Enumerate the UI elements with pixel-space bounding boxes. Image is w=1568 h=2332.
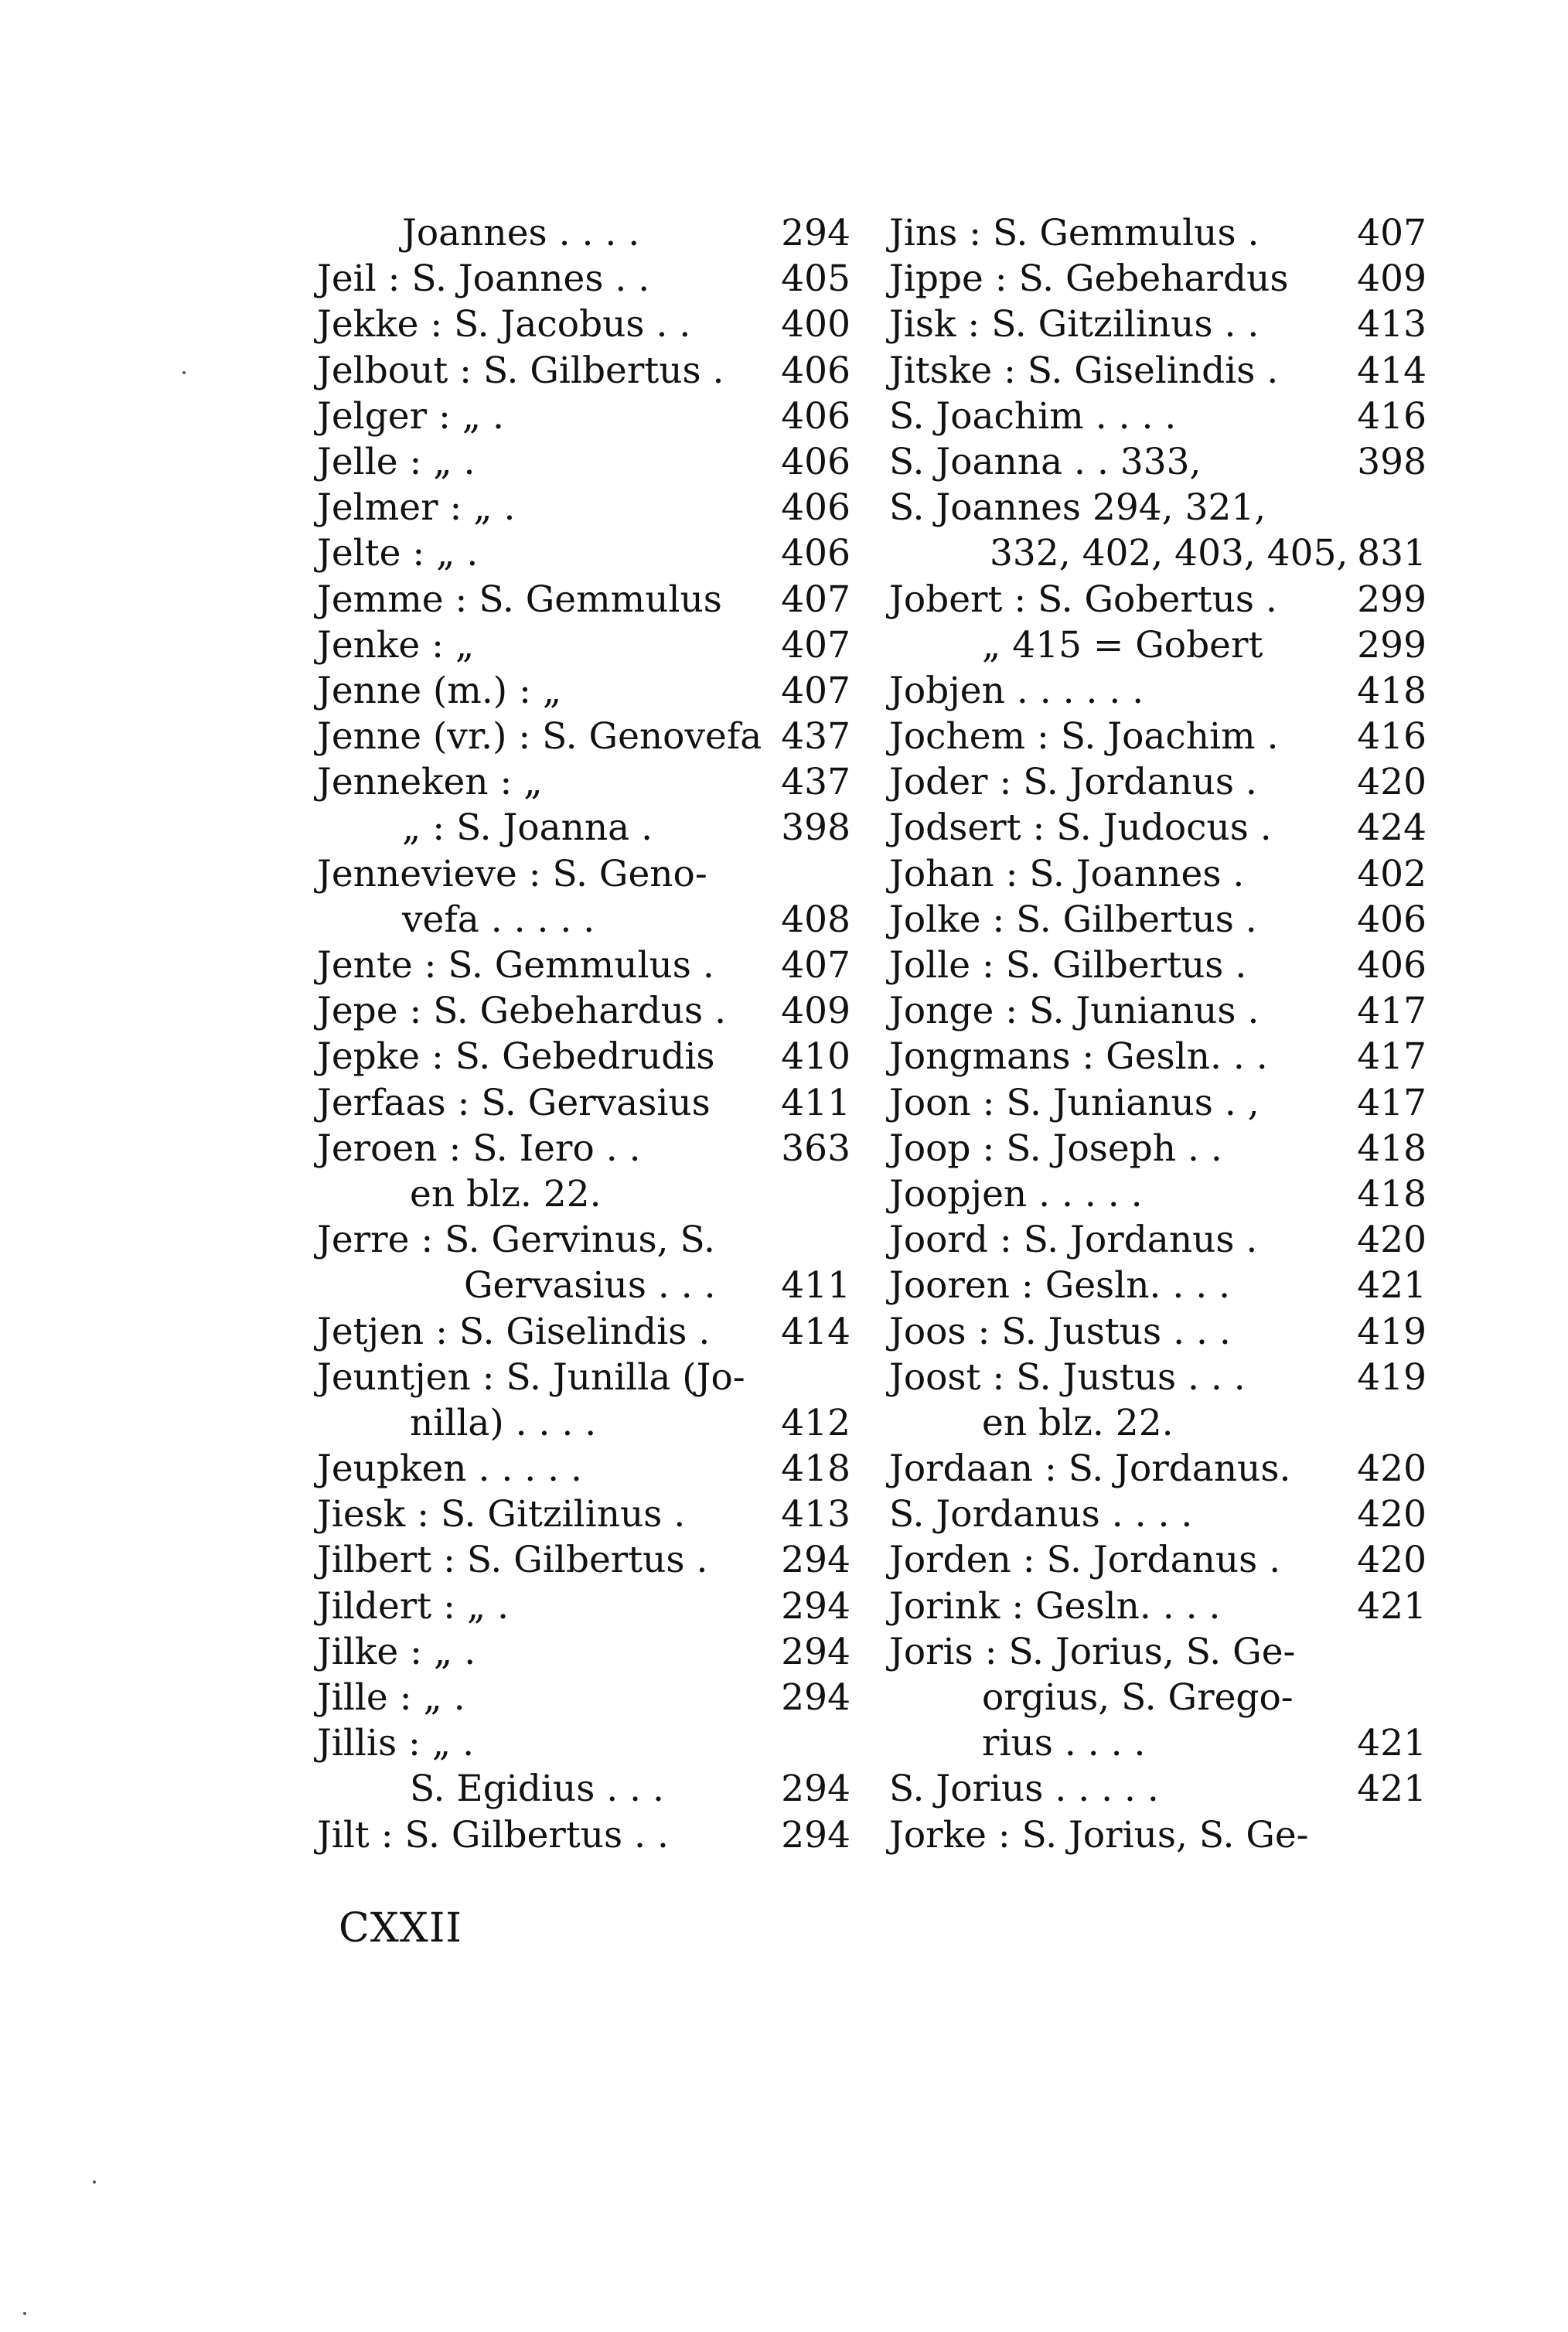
right-index-entry xyxy=(889,1080,1427,1126)
left-index-entry xyxy=(317,1492,850,1537)
right-index-entry xyxy=(889,1675,1427,1720)
entry-text: en blz. 22. xyxy=(410,1172,602,1215)
left-index-entry xyxy=(317,1080,850,1126)
right-index-entry xyxy=(889,759,1427,805)
entry-text: Jolke : S. Gilbertus . xyxy=(889,898,1257,941)
right-index-entry xyxy=(889,1309,1427,1355)
right-index-entry xyxy=(889,988,1427,1034)
right-index-entry xyxy=(889,1766,1427,1812)
entry-page-number: 406 xyxy=(781,349,850,392)
entry-page-number: 407 xyxy=(781,944,850,987)
entry-page-number: 406 xyxy=(781,532,850,575)
entry-page-number: 420 xyxy=(1357,1539,1427,1582)
entry-page-number: 410 xyxy=(781,1035,850,1079)
entry-text: Joon : S. Junianus . , xyxy=(889,1081,1260,1124)
left-index-entry xyxy=(317,302,850,347)
entry-page-number: 406 xyxy=(1357,944,1427,987)
right-index-entry xyxy=(889,348,1427,394)
entry-text: Jenne (m.) : „ xyxy=(317,669,562,712)
entry-text: Jelmer : „ . xyxy=(317,486,516,530)
right-index-entry xyxy=(889,851,1427,897)
right-index-entry xyxy=(889,210,1427,256)
entry-page-number: 406 xyxy=(781,394,850,438)
entry-text: Joost : S. Justus . . . xyxy=(889,1355,1246,1399)
right-index-entry xyxy=(889,302,1427,347)
entry-text: „ : S. Joanna . xyxy=(402,806,653,850)
entry-page-number: 416 xyxy=(1357,715,1427,759)
entry-text: Jooren : Gesln. . . . xyxy=(889,1264,1231,1307)
right-index-entry xyxy=(889,714,1427,759)
paper-speck xyxy=(23,2312,26,2315)
entry-text: Joos : S. Justus . . . xyxy=(889,1310,1231,1353)
entry-text: S. Joannes 294, 321, xyxy=(889,486,1266,530)
entry-page-number: 400 xyxy=(781,303,850,346)
entry-page-number: 398 xyxy=(781,806,850,850)
right-index-entry xyxy=(889,485,1427,530)
entry-page-number: 294 xyxy=(781,1630,850,1673)
left-index-entry xyxy=(317,439,850,485)
entry-text: Jillis : „ . xyxy=(317,1722,475,1765)
entry-page-number: 414 xyxy=(1357,349,1427,392)
entry-page-number: 437 xyxy=(781,715,850,759)
left-index-entry xyxy=(317,210,850,256)
entry-text: Jodsert : S. Judocus . xyxy=(889,806,1272,850)
entry-page-number: 418 xyxy=(781,1447,850,1491)
right-index-entry xyxy=(889,1629,1427,1675)
entry-text: Jongmans : Gesln. . . xyxy=(889,1035,1268,1079)
entry-text: Johan : S. Joannes . xyxy=(889,852,1245,895)
right-index-entry xyxy=(889,439,1427,485)
right-index-entry xyxy=(889,1446,1427,1492)
right-index-entry xyxy=(889,256,1427,302)
entry-text: S. Joanna . . 333, xyxy=(889,440,1202,483)
entry-text: Jolle : S. Gilbertus . xyxy=(889,944,1247,987)
right-index-entry xyxy=(889,1171,1427,1217)
entry-text: Joder : S. Jordanus . xyxy=(889,761,1257,804)
left-index-entry xyxy=(317,1766,850,1812)
left-index-entry xyxy=(317,1629,850,1675)
paper-speck xyxy=(93,2180,96,2184)
right-index-entry xyxy=(889,1812,1427,1858)
left-index-entry xyxy=(317,805,850,851)
entry-text: Jorink : Gesln. . . . xyxy=(889,1584,1221,1628)
entry-text: rius . . . . xyxy=(982,1722,1146,1765)
right-index-entry xyxy=(889,1355,1427,1400)
entry-text: Jiesk : S. Gitzilinus . xyxy=(317,1493,686,1536)
right-index-entry xyxy=(889,1034,1427,1079)
entry-text: Jippe : S. Gebehardus xyxy=(889,257,1289,301)
entry-text: Jilt : S. Gilbertus . . xyxy=(317,1813,669,1856)
entry-text: Jonge : S. Junianus . xyxy=(889,990,1260,1033)
right-index-entry xyxy=(889,1720,1427,1766)
entry-page-number: 299 xyxy=(1357,623,1427,667)
entry-text: Jenne (vr.) : S. Genovefa xyxy=(317,715,762,759)
entry-text: Gervasius . . . xyxy=(464,1264,716,1307)
right-index-entry xyxy=(889,1126,1427,1171)
entry-page-number: 437 xyxy=(781,761,850,804)
left-index-entry xyxy=(317,988,850,1034)
right-index-entry xyxy=(889,1537,1427,1583)
left-index-entry xyxy=(317,1584,850,1629)
left-index-entry xyxy=(317,577,850,622)
entry-page-number: 420 xyxy=(1357,1447,1427,1491)
entry-text: S. Jordanus . . . . xyxy=(889,1493,1193,1536)
entry-page-number: 420 xyxy=(1357,761,1427,804)
entry-page-number: 294 xyxy=(781,1813,850,1856)
entry-text: Jennevieve : S. Geno- xyxy=(317,852,707,895)
entry-text: Jins : S. Gemmulus . xyxy=(889,212,1260,254)
entry-page-number: 406 xyxy=(1357,898,1427,941)
entry-text: Jelle : „ . xyxy=(317,440,476,483)
left-index-entry xyxy=(317,394,850,439)
entry-text: Joannes . . . . xyxy=(402,212,640,254)
entry-page-number: 421 xyxy=(1357,1264,1427,1307)
index-column-right xyxy=(889,210,1427,1858)
entry-text: Jordaan : S. Jordanus. xyxy=(889,1447,1291,1491)
right-index-entry xyxy=(889,622,1427,668)
entry-text: Jenneken : „ xyxy=(317,761,543,804)
entry-page-number: 417 xyxy=(1357,990,1427,1033)
entry-text: Jente : S. Gemmulus . xyxy=(317,944,714,987)
entry-page-number: 419 xyxy=(1357,1310,1427,1353)
entry-text: en blz. 22. xyxy=(982,1401,1174,1444)
left-index-entry xyxy=(317,622,850,668)
entry-text: Jobjen . . . . . . xyxy=(889,669,1144,712)
entry-page-number: 407 xyxy=(781,623,850,667)
entry-text: nilla) . . . . xyxy=(410,1401,597,1444)
entry-text: S. Egidius . . . xyxy=(410,1768,664,1811)
entry-page-number: 294 xyxy=(781,212,850,254)
entry-text: Jobert : S. Gobertus . xyxy=(889,578,1277,621)
right-index-entry xyxy=(889,1584,1427,1629)
entry-text: Jerre : S. Gervinus, S. xyxy=(317,1219,715,1262)
entry-page-number: 405 xyxy=(781,257,850,301)
entry-text: Jille : „ . xyxy=(317,1676,465,1719)
entry-page-number: 406 xyxy=(781,440,850,483)
entry-page-number: 831 xyxy=(1357,532,1427,575)
entry-page-number: 417 xyxy=(1357,1081,1427,1124)
entry-text: „ 415 = Gobert xyxy=(982,623,1263,667)
entry-text: Jepe : S. Gebehardus . xyxy=(317,990,727,1033)
left-index-entry xyxy=(317,485,850,530)
right-index-entry xyxy=(889,668,1427,714)
entry-text: Jerfaas : S. Gervasius xyxy=(317,1081,711,1124)
entry-page-number: 411 xyxy=(781,1081,850,1124)
entry-page-number: 398 xyxy=(1357,440,1427,483)
left-index-entry xyxy=(317,1126,850,1171)
entry-page-number: 413 xyxy=(781,1493,850,1536)
left-index-entry xyxy=(317,943,850,988)
left-index-entry xyxy=(317,348,850,394)
left-index-entry xyxy=(317,256,850,302)
entry-text: Jekke : S. Jacobus . . xyxy=(317,303,691,346)
entry-text: Jeil : S. Joannes . . xyxy=(317,257,650,301)
entry-text: Jorden : S. Jordanus . xyxy=(889,1539,1281,1582)
left-index-entry xyxy=(317,1217,850,1263)
entry-text: Joopjen . . . . . xyxy=(889,1172,1143,1215)
entry-text: S. Joachim . . . . xyxy=(889,394,1177,438)
entry-text: Joris : S. Jorius, S. Ge- xyxy=(889,1630,1296,1673)
entry-page-number: 413 xyxy=(1357,303,1427,346)
left-index-entry xyxy=(317,1446,850,1492)
entry-text: Joord : S. Jordanus . xyxy=(889,1219,1258,1262)
left-index-entry xyxy=(317,1812,850,1858)
right-index-entry xyxy=(889,1400,1427,1446)
paper-speck xyxy=(182,371,186,374)
entry-text: Jemme : S. Gemmulus xyxy=(317,578,722,621)
entry-text: orgius, S. Grego- xyxy=(982,1676,1294,1719)
entry-page-number: 407 xyxy=(781,669,850,712)
entry-page-number: 421 xyxy=(1357,1722,1427,1765)
left-index-entry xyxy=(317,714,850,759)
entry-page-number: 363 xyxy=(781,1127,850,1170)
entry-page-number: 409 xyxy=(781,990,850,1033)
entry-text: Joop : S. Joseph . . xyxy=(889,1127,1222,1170)
entry-page-number: 424 xyxy=(1357,806,1427,850)
entry-text: Jilbert : S. Gilbertus . xyxy=(317,1539,708,1582)
entry-text: Jilke : „ . xyxy=(317,1630,476,1673)
left-index-entry xyxy=(317,1720,850,1766)
index-column-left xyxy=(317,210,850,1858)
entry-page-number: 402 xyxy=(1357,852,1427,895)
entry-text: Jisk : S. Gitzilinus . . xyxy=(889,303,1260,346)
entry-text: Jildert : „ . xyxy=(317,1584,510,1628)
entry-page-number: 416 xyxy=(1357,394,1427,438)
entry-page-number: 417 xyxy=(1357,1035,1427,1079)
right-index-entry xyxy=(889,1492,1427,1537)
entry-text: Jorke : S. Jorius, S. Ge- xyxy=(889,1813,1309,1856)
right-index-entry xyxy=(889,530,1427,576)
entry-page-number: 299 xyxy=(1357,578,1427,621)
left-index-entry xyxy=(317,1171,850,1217)
entry-page-number: 412 xyxy=(781,1401,850,1444)
page-number-roman: CXXII xyxy=(339,1905,462,1952)
right-index-entry xyxy=(889,805,1427,851)
right-index-entry xyxy=(889,1217,1427,1263)
entry-page-number: 418 xyxy=(1357,1127,1427,1170)
right-index-entry xyxy=(889,577,1427,622)
entry-text: Jelger : „ . xyxy=(317,394,504,438)
entry-page-number: 409 xyxy=(1357,257,1427,301)
entry-page-number: 421 xyxy=(1357,1768,1427,1811)
entry-text: Jetjen : S. Giselindis . xyxy=(317,1310,711,1353)
entry-text: S. Jorius . . . . . xyxy=(889,1768,1159,1811)
entry-text: vefa . . . . . xyxy=(402,898,595,941)
entry-page-number: 420 xyxy=(1357,1493,1427,1536)
left-index-entry xyxy=(317,759,850,805)
entry-page-number: 294 xyxy=(781,1539,850,1582)
entry-text: Jenke : „ xyxy=(317,623,475,667)
entry-page-number: 407 xyxy=(781,578,850,621)
entry-text: 332, 402, 403, 405, xyxy=(990,532,1348,575)
right-index-entry xyxy=(889,1263,1427,1308)
right-index-entry xyxy=(889,943,1427,988)
right-index-entry xyxy=(889,394,1427,439)
left-index-entry xyxy=(317,1537,850,1583)
entry-page-number: 418 xyxy=(1357,1172,1427,1215)
entry-page-number: 407 xyxy=(1357,212,1427,254)
entry-page-number: 418 xyxy=(1357,669,1427,712)
entry-text: Jeupken . . . . . xyxy=(317,1447,582,1491)
entry-page-number: 406 xyxy=(781,486,850,530)
right-index-entry xyxy=(889,897,1427,943)
entry-text: Jeuntjen : S. Junilla (Jo- xyxy=(317,1355,745,1399)
entry-page-number: 294 xyxy=(781,1768,850,1811)
entry-page-number: 408 xyxy=(781,898,850,941)
left-index-entry xyxy=(317,530,850,576)
entry-text: Jepke : S. Gebedrudis xyxy=(317,1035,715,1079)
entry-text: Jelte : „ . xyxy=(317,532,479,575)
left-index-entry xyxy=(317,1309,850,1355)
left-index-entry xyxy=(317,1675,850,1720)
left-index-entry xyxy=(317,1263,850,1308)
entry-page-number: 294 xyxy=(781,1584,850,1628)
left-index-entry xyxy=(317,1034,850,1079)
entry-page-number: 420 xyxy=(1357,1219,1427,1262)
entry-text: Jeroen : S. Iero . . xyxy=(317,1127,641,1170)
entry-page-number: 419 xyxy=(1357,1355,1427,1399)
entry-page-number: 411 xyxy=(781,1264,850,1307)
left-index-entry xyxy=(317,1355,850,1400)
entry-page-number: 414 xyxy=(781,1310,850,1353)
left-index-entry xyxy=(317,668,850,714)
left-index-entry xyxy=(317,851,850,897)
entry-text: Jelbout : S. Gilbertus . xyxy=(317,349,724,392)
entry-page-number: 421 xyxy=(1357,1584,1427,1628)
left-index-entry xyxy=(317,1400,850,1446)
entry-text: Jitske : S. Giselindis . xyxy=(889,349,1279,392)
left-index-entry xyxy=(317,897,850,943)
entry-text: Jochem : S. Joachim . xyxy=(889,715,1279,759)
entry-page-number: 294 xyxy=(781,1676,850,1719)
